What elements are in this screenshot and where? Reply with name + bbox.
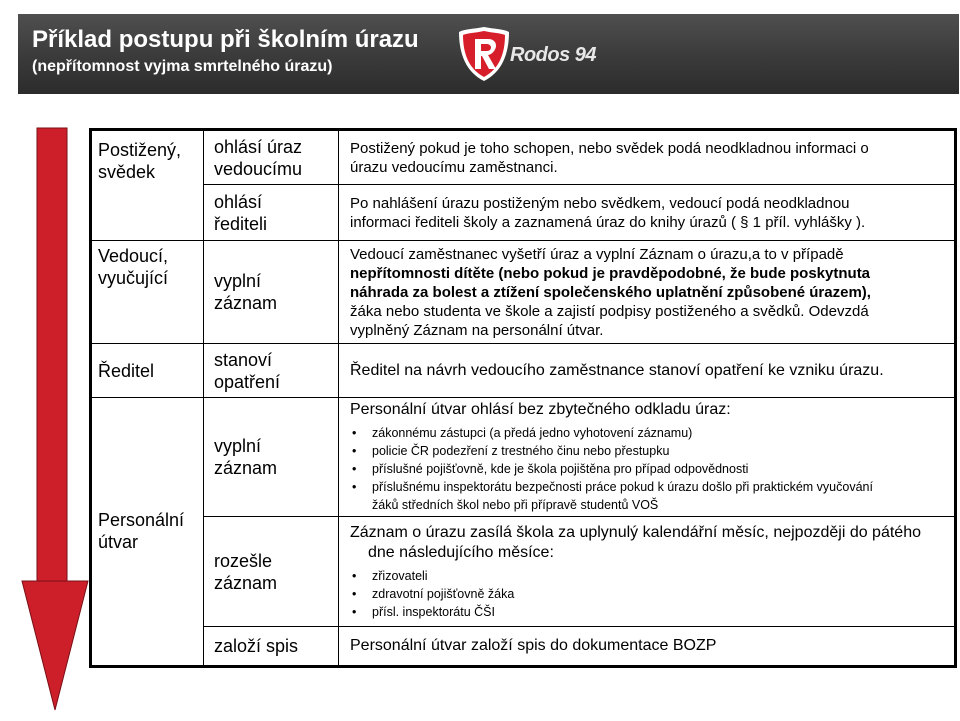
role-personalni	[92, 398, 203, 664]
action-label: stanoví	[214, 349, 273, 370]
action-label: opatření	[214, 371, 281, 392]
action-label: záznam	[214, 572, 278, 593]
desc-row-2	[339, 185, 951, 240]
desc-text: Postižený pokud je toho schopen, nebo svědek podá neodkladnou informaci o	[350, 139, 869, 157]
action-label: ohlásí	[214, 191, 263, 212]
action-label: vyplní	[214, 436, 262, 456]
role-label: Postižený,	[98, 140, 182, 160]
list-item: • policie ČR podezření z trestného činu nebo přestupku	[350, 442, 873, 460]
role-label: Personální	[98, 510, 185, 530]
action-label: záznam	[214, 293, 278, 313]
shield-r-icon	[456, 24, 512, 84]
desc-text: Vedoucí zaměstnanec vyšetří úraz a vyplní Záznam o úrazu,a to v případě	[350, 245, 844, 263]
notify-list	[350, 424, 873, 496]
desc-text: Po nahlášení úrazu postiženým nebo svědkem, vedoucí podá neodkladnou	[350, 194, 850, 212]
list-item: • příslušnému inspektorátu bezpečnosti práce pokud k úrazu došlo při praktickém vyučování	[350, 478, 873, 496]
desc-heading: Personální útvar ohlásí bez zbytečného odkladu úraz:	[350, 401, 731, 418]
role-label: vyučující	[98, 268, 169, 288]
action-ohlasi-reditel	[204, 185, 338, 240]
logo-text: Rodos 94	[510, 44, 597, 66]
role-label: Ředitel	[98, 360, 155, 381]
flow-down-arrow-icon	[20, 126, 90, 714]
action-label: vyplní	[214, 271, 262, 291]
role-label: svědek	[98, 162, 156, 182]
slide-title: Příklad postupu při školním úrazu	[32, 26, 419, 53]
list-item: • zdravotní pojišťovně žáka	[350, 585, 921, 603]
action-label: ohlásí úraz	[214, 136, 303, 157]
slide-subtitle: (nepřítomnost vyjma smrtelného úrazu)	[32, 58, 333, 75]
desc-row-3	[339, 241, 951, 343]
action-ohlasi-uraz	[204, 131, 338, 184]
desc-text: informaci řediteli školy a zaznamená úraz do knihy úrazů ( § 1 příl. vyhlášky ).	[350, 213, 866, 231]
desc-row-4	[339, 344, 951, 397]
desc-row-6	[339, 517, 951, 626]
action-label: založí spis	[214, 636, 299, 656]
list-item: • zákonnému zástupci (a předá jedno vyhotovení záznamu)	[350, 424, 873, 442]
action-vyplni-zaznam-2	[204, 398, 338, 516]
desc-text: žáka nebo studenta ve škole a zajistí podpisy postiženého a svědků. Odevzdá	[350, 302, 869, 320]
action-zalozi-spis	[204, 627, 338, 665]
action-vyplni-zaznam	[204, 241, 338, 343]
action-label: vedoucímu	[214, 158, 303, 179]
action-label: rozešle	[214, 550, 273, 571]
desc-row-7	[339, 627, 951, 665]
action-label: záznam	[214, 458, 278, 478]
role-postizeny	[92, 131, 203, 240]
list-item: • přísl. inspektorátu ČŠI	[350, 603, 921, 621]
slide-header	[18, 14, 959, 94]
desc-heading: Záznam o úrazu zasílá škola za uplynulý kalendářní měsíc, nejpozději do pátého	[350, 523, 921, 541]
desc-row-5	[339, 398, 951, 516]
desc-text-bold: náhrada za bolest a ztížení společenského uplatnění způsobené úrazem),	[350, 283, 871, 301]
list-item: • příslušné pojišťovně, kde je škola pojištěna pro případ odpovědnosti	[350, 460, 873, 478]
role-label: Vedoucí,	[98, 246, 169, 266]
action-rozesle-zaznam	[204, 517, 338, 626]
role-reditel	[92, 344, 203, 397]
desc-text: úrazu vedoucímu zaměstnanci.	[350, 158, 558, 176]
desc-text-bold: nepřítomnosti dítěte (nebo pokud je pravděpodobné, že bude poskytnuta	[350, 264, 871, 282]
rodos-logo	[456, 24, 616, 88]
desc-text: Ředitel na návrh vedoucího zaměstnance stanoví opatření ke vzniku úrazu.	[350, 361, 884, 379]
desc-text: Personální útvar založí spis do dokumentace BOZP	[350, 637, 717, 654]
action-stanovi-opatreni	[204, 344, 338, 397]
list-item-continuation: žáků středních škol nebo při přípravě studentů VOŠ	[372, 498, 659, 512]
role-vedouci	[92, 241, 203, 343]
send-list	[350, 567, 921, 621]
role-label: útvar	[98, 532, 139, 552]
desc-heading: dne následujícího měsíce:	[368, 543, 554, 561]
action-label: řediteli	[214, 213, 268, 234]
list-item: • zřizovateli	[350, 567, 921, 585]
desc-row-1	[339, 131, 951, 184]
desc-text: vyplněný Záznam na personální útvar.	[350, 321, 604, 339]
